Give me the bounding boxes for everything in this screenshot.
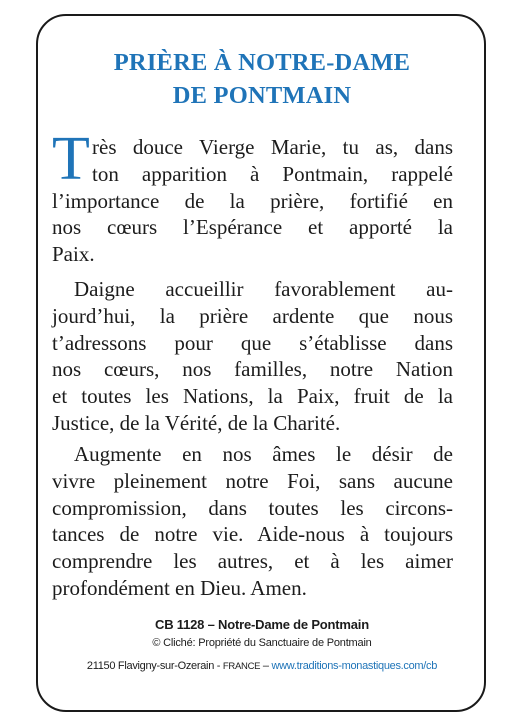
- prayer-paragraph-3: [52, 441, 453, 602]
- website-link[interactable]: www.traditions-monastiques.com/cb: [271, 660, 438, 672]
- paragraph-line: vivre pleinement notre Foi, sans aucune: [52, 468, 453, 493]
- prayer-paragraph-1: [52, 134, 453, 268]
- paragraph-line: tances de notre vie. Aide-nous à toujours: [52, 522, 453, 547]
- title-line-1: PRIÈRE À NOTRE-DAME: [113, 49, 411, 76]
- paragraph-line: jourd’hui, la prière ardente que nous: [52, 303, 453, 328]
- paragraph-line: t’adressons pour que s’établisse dans: [52, 330, 453, 355]
- paragraph-line: Augmente en nos âmes le désir de: [74, 442, 453, 466]
- address-separator: –: [260, 660, 272, 672]
- card-reference: CB 1128 – Notre-Dame de Pontmain: [155, 617, 369, 632]
- prayer-paragraph-2: [52, 276, 453, 437]
- paragraph-line: l’importance de la prière, fortifié en: [52, 188, 453, 213]
- paragraph-line: Justice, de la Vérité, de la Charité.: [52, 410, 341, 435]
- paragraph-line: comprendre les autres, et à les aimer: [52, 549, 453, 574]
- paragraph-line: et toutes les Nations, la Paix, fruit de la: [52, 384, 453, 409]
- paragraph-line: Daigne accueillir favorablement au-: [74, 277, 453, 301]
- paragraph-line: profondément en Dieu. Amen.: [52, 575, 307, 600]
- paragraph-line: ton apparition à Pontmain, rappelé: [92, 161, 453, 186]
- paragraph-line: rès douce Vierge Marie, tu as, dans: [92, 135, 453, 159]
- paragraph-line: nos cœurs l’Espérance et apporté la: [52, 215, 453, 240]
- country-text: FRANCE: [222, 661, 261, 672]
- title-line-2: DE PONTMAIN: [172, 82, 352, 109]
- prayer-title: [0, 46, 524, 112]
- drop-cap-letter: T: [52, 125, 90, 193]
- address-text: 21150 Flavigny-sur-Ozerain -: [86, 660, 223, 672]
- photo-credit: © Cliché: Propriété du Sanctuaire de Pontmain: [152, 637, 372, 649]
- paragraph-line: nos cœurs, nos familles, notre Nation: [52, 357, 453, 382]
- publisher-address: [0, 660, 524, 672]
- paragraph-line: Paix.: [52, 242, 95, 267]
- paragraph-line: compromission, dans toutes les circons-: [52, 495, 453, 520]
